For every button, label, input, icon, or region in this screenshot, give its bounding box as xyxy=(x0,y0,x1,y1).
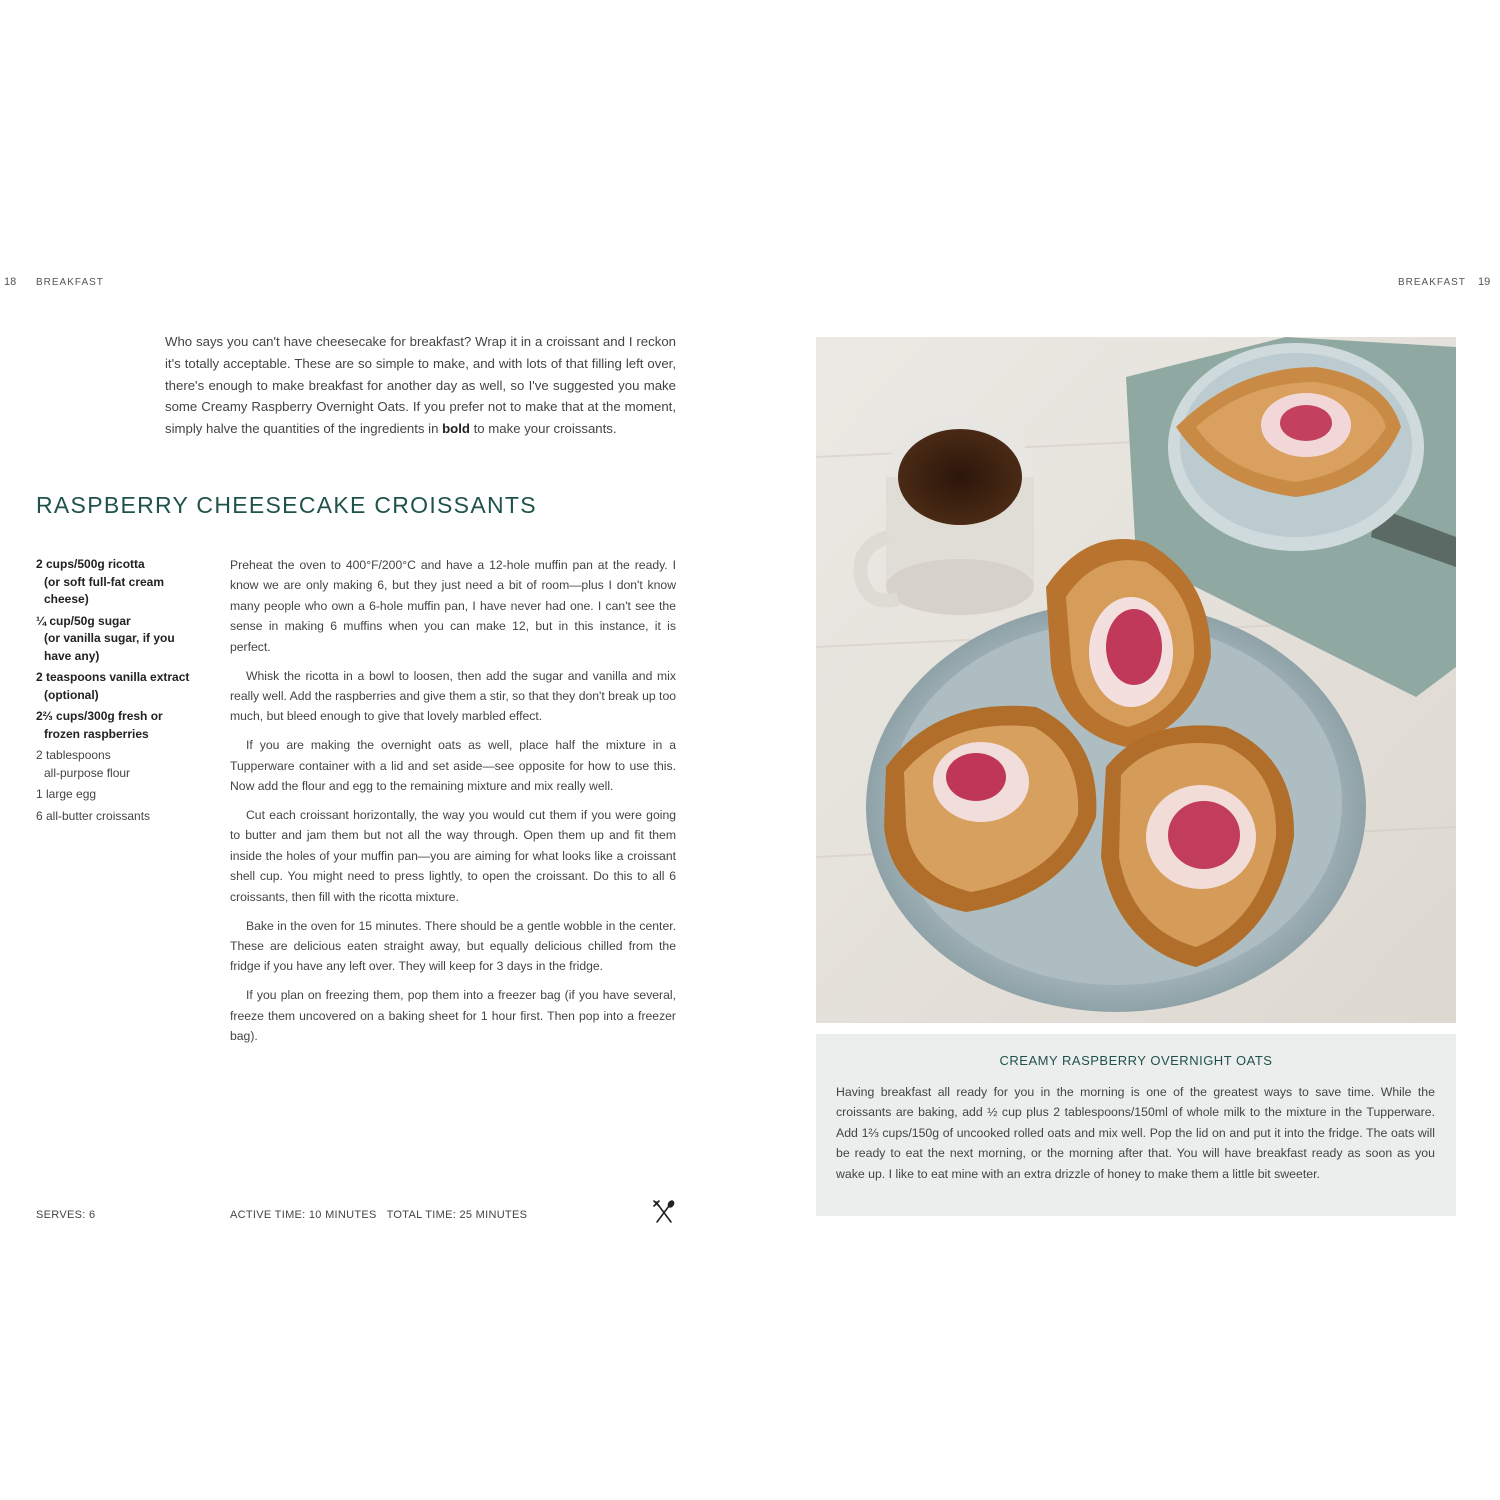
ingredient-item xyxy=(36,669,216,704)
crossed-utensils-icon xyxy=(652,1199,676,1225)
right-page-number: 19 xyxy=(1478,276,1491,288)
ingredient-line: all-purpose flour xyxy=(44,765,131,780)
overnight-oats-sidebar xyxy=(816,1034,1456,1216)
ingredient-line: 1 large egg xyxy=(36,787,97,801)
left-running-head: BREAKFAST xyxy=(36,277,104,288)
ingredient-line: 2 teaspoons vanilla extract xyxy=(36,670,190,684)
ingredient-line: ¼ cup/50g sugar xyxy=(36,613,131,628)
serves-info xyxy=(36,1209,95,1221)
right-running-head: BREAKFAST xyxy=(1398,277,1466,288)
ingredient-line: 6 all-butter croissants xyxy=(36,808,151,823)
ingredient-item xyxy=(36,808,216,826)
sidebar-body: Having breakfast all ready for you in the morning is one of the greatest ways to save time. While the croissants are baking, add ½ cup plus 2 tablespoons/150ml of whole milk to the mixture in the Tupperware. Add 1⅔ cups/150g of uncooked rolled oats and mix well. Pop the lid on and put it into the fridge. The oats will be ready to eat the next morning, or the morning after that. You will have breakfast ready as soon as you wake up. I like to eat mine with an extra drizzle of honey to make them a little bit sweeter. xyxy=(836,1085,1435,1181)
ingredient-item xyxy=(36,747,216,782)
ingredient-line: have any) xyxy=(44,648,100,663)
ingredient-line: (optional) xyxy=(44,687,99,702)
intro-text-before: Who says you can't have cheesecake for breakfast? Wrap it in a croissant and I reckon it's totally acceptable. These are so simple to make, and with lots of that filling left over, there's enough to make breakfast for another day as well, so I've suggested you make some Creamy Raspberry Overnight Oats. If you prefer not to make that at the moment, simply halve the quantities of the ingredients in xyxy=(165,334,676,437)
ingredients-list xyxy=(36,556,216,829)
ingredient-item xyxy=(36,708,216,743)
intro-text-after: to make your croissants. xyxy=(469,421,617,437)
left-page-number: 18 xyxy=(4,276,17,288)
ingredient-item xyxy=(36,613,216,666)
raspberry-cheesecake-croissants-photo xyxy=(816,337,1456,1023)
total-time-value: 25 MINUTES xyxy=(459,1209,528,1221)
method-paragraph: If you are making the overnight oats as well, place half the mixture in a Tupperware container with a lid and set aside—see opposite for how to use this. Now add the flour and egg to the remaining mixture and mix really well. xyxy=(230,738,676,794)
time-info xyxy=(230,1209,527,1221)
active-time-label: ACTIVE TIME: xyxy=(230,1209,306,1221)
intro-paragraph xyxy=(165,331,676,440)
method-paragraph: Whisk the ricotta in a bowl to loosen, then add the sugar and vanilla and mix really well. Add the raspberries and give them a stir, so that they don't break up too much, but bleed enough to give that lovely marbled effect. xyxy=(230,668,676,724)
total-time-label: TOTAL TIME: xyxy=(386,1209,457,1221)
recipe-title: RASPBERRY CHEESECAKE CROISSANTS xyxy=(36,492,537,518)
ingredient-item xyxy=(36,786,216,804)
active-time-value: 10 MINUTES xyxy=(308,1209,377,1221)
sidebar-title: CREAMY RASPBERRY OVERNIGHT OATS xyxy=(999,1053,1273,1068)
ingredient-line: 2 tablespoons xyxy=(36,748,111,762)
ingredient-line: (or vanilla sugar, if you xyxy=(44,631,175,645)
ingredient-line: cheese) xyxy=(44,592,89,606)
ingredient-line: 2⅔ cups/300g fresh or xyxy=(36,709,163,723)
ingredient-item xyxy=(36,556,216,609)
method-steps xyxy=(230,555,676,1055)
serves-label: SERVES: xyxy=(36,1209,86,1221)
ingredient-line: frozen raspberries xyxy=(44,726,149,741)
ingredient-line: 2 cups/500g ricotta xyxy=(36,557,145,571)
method-paragraph: Cut each croissant horizontally, the way you would cut them if you were going to butter and jam them but not all the way through. Open them up and fit them inside the holes of your muffin pan—you are aiming for what looks like a croissant shell cup. You might need to press lightly, to open the croissant. Do this to all 6 croissants, then fill with the ricotta mixture. xyxy=(230,807,676,904)
method-paragraph: Bake in the oven for 15 minutes. There should be a gentle wobble in the center. These are delicious eaten straight away, but equally delicious chilled from the fridge if you have any left over. They will keep for 3 days in the fridge. xyxy=(230,918,676,974)
method-paragraph: Preheat the oven to 400°F/200°C and have a 12-hole muffin pan at the ready. I know we are only making 6, but they just need a bit of room—plus I don't know many people who own a 6-hole muffin pan, I have never had one. I can't see the sense in making 6 muffins when you can make 12, but in this instance, it is perfect. xyxy=(230,558,676,654)
ingredient-line: (or soft full-fat cream xyxy=(44,574,165,589)
method-paragraph: If you plan on freezing them, pop them into a freezer bag (if you have several, freeze them uncovered on a baking sheet for 1 hour first. Then pop into a freezer bag). xyxy=(230,988,676,1044)
serves-value: 6 xyxy=(88,1209,96,1221)
intro-bold-word: bold xyxy=(442,421,470,437)
